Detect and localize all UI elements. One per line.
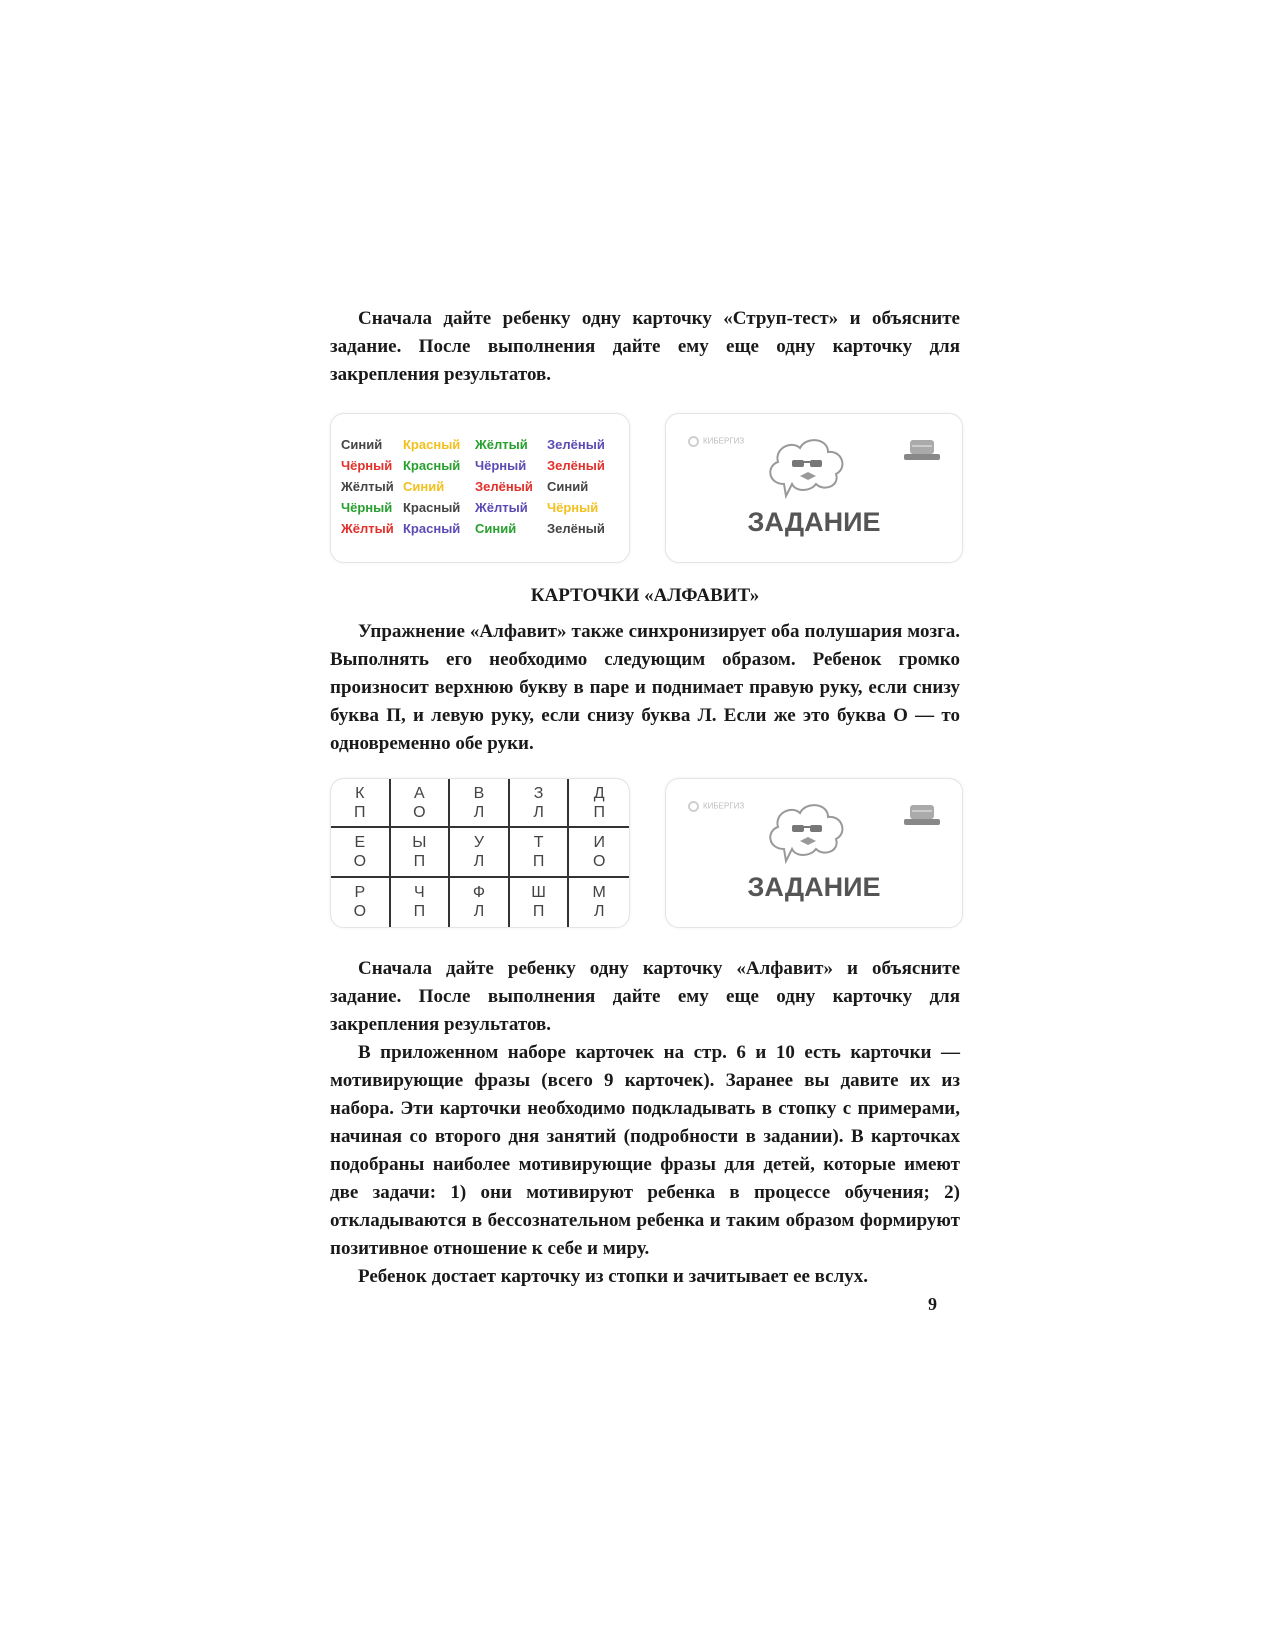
letter-bottom: Л — [473, 903, 485, 921]
brand-logo-icon — [688, 801, 699, 812]
outro-paragraph-2: В приложенном наборе карточек на стр. 6 и 10 есть карточки — мотивирующие фразы (всего 9 карточек). Заранее вы давите их из набора. Эти карточки необходимо подкладывать в стопку с примерами, начиная со второго дня занятий (подробности в задании). В карточках подобраны наиболее мотивирующие фразы для детей, которые имеют две задачи: 1) они мотивируют ребенка в процессе обучения; 2) откладываются в бессознательном ребенка и таким образом формируют позитивное отношение к себе и миру. — [330, 1042, 960, 1259]
letter-bottom: Л — [593, 903, 605, 921]
section-heading: КАРТОЧКИ «АЛФАВИТ» — [530, 585, 760, 606]
letter-bottom: П — [593, 803, 605, 821]
letter-top: И — [593, 833, 605, 851]
stroop-word: Красный — [403, 500, 461, 515]
stroop-card — [330, 413, 630, 563]
alphabet-cards-row — [330, 778, 960, 933]
task-card-label: ЗАДАНИЕ — [747, 872, 881, 902]
letter-top: Р — [354, 884, 366, 902]
outro-paragraph-3: Ребенок достает карточку из стопки и зачитывает ее вслух. — [358, 1266, 869, 1287]
letter-pair-cell — [331, 779, 391, 828]
stroop-word: Красный — [403, 521, 461, 536]
letter-pair-cell — [450, 779, 510, 828]
stroop-word: Синий — [547, 479, 589, 494]
letter-pair-cell — [569, 878, 629, 927]
stroop-word-grid — [341, 436, 621, 538]
stroop-word: Синий — [475, 521, 517, 536]
letter-pair-cell — [510, 878, 570, 927]
letter-pair-cell — [450, 878, 510, 927]
letter-pair-cell — [391, 828, 451, 877]
stroop-word: Синий — [341, 437, 383, 452]
brand-logo-icon — [688, 436, 699, 447]
letter-top: А — [414, 784, 425, 802]
intro-paragraph: Сначала дайте ребенку одну карточку «Струп-тест» и объясните задание. После выполнения дайте ему еще одну карточку для закрепления результатов. — [330, 308, 960, 385]
stroop-word: Жёлтый — [341, 521, 394, 536]
outro-paragraph-1: Сначала дайте ребенку одну карточку «Алфавит» и объясните задание. После выполнения дайте ему еще одну карточку для закрепления результатов. — [330, 958, 960, 1035]
letter-bottom: П — [413, 852, 426, 870]
letter-top: З — [533, 784, 544, 802]
letter-bottom: О — [353, 903, 367, 921]
alphabet-letter-grid — [331, 779, 629, 927]
letter-pair-cell — [450, 828, 510, 877]
brand-logo — [688, 436, 744, 447]
stroop-cards-row — [330, 413, 960, 568]
letter-top: Д — [593, 784, 605, 802]
brand-name: КИБЕРГИЗ — [703, 801, 745, 811]
letter-top: Е — [354, 833, 366, 851]
page-number: 9 — [928, 1294, 937, 1314]
letter-top: М — [592, 884, 606, 902]
task-card-2 — [665, 778, 963, 928]
letter-pair-cell — [569, 828, 629, 877]
letter-top: Ч — [414, 884, 425, 902]
letter-top: У — [473, 833, 485, 851]
letter-bottom: Л — [473, 803, 485, 821]
letter-top: Т — [533, 833, 544, 851]
stroop-word: Жёлтый — [341, 479, 394, 494]
letter-bottom: П — [354, 803, 366, 821]
stroop-word: Чёрный — [341, 458, 393, 473]
letter-top: Ы — [412, 833, 427, 851]
letter-top: Ф — [472, 884, 486, 902]
stroop-word: Чёрный — [475, 458, 527, 473]
letter-bottom: О — [592, 852, 606, 870]
stroop-word: Чёрный — [547, 500, 599, 515]
letter-pair-cell — [331, 828, 391, 877]
brand-name: КИБЕРГИЗ — [703, 436, 745, 446]
letter-bottom: П — [532, 903, 545, 921]
alphabet-paragraph: Упражнение «Алфавит» также синхронизирует оба полушария мозга. Выполнять его необходимо следующим образом. Ребенок громко произносит верхнюю букву в паре и поднимает правую руку, если снизу буква П, и левую руку, если снизу буква Л. Если же это буква О — то одновременно обе руки. — [330, 621, 960, 754]
letter-pair-cell — [510, 779, 570, 828]
letter-pair-cell — [391, 779, 451, 828]
letter-bottom: П — [413, 903, 426, 921]
mascot-cloud-icon — [762, 797, 854, 869]
letter-bottom: О — [413, 803, 426, 821]
letter-pair-cell — [391, 878, 451, 927]
letter-bottom: Л — [473, 852, 485, 870]
task-card-label: ЗАДАНИЕ — [747, 507, 881, 537]
letter-pair-cell — [569, 779, 629, 828]
stroop-word: Зелёный — [547, 521, 605, 536]
mascot-cloud-icon — [762, 432, 854, 504]
letter-top: К — [355, 784, 365, 802]
stroop-word: Жёлтый — [475, 437, 528, 452]
task-card — [665, 413, 963, 563]
letter-top: В — [473, 784, 485, 802]
stroop-word: Красный — [403, 458, 461, 473]
graduation-hat-icon — [902, 801, 942, 831]
alphabet-card — [330, 778, 630, 928]
stroop-word: Чёрный — [341, 500, 393, 515]
letter-bottom: О — [353, 852, 367, 870]
letter-pair-cell — [331, 878, 391, 927]
letter-pair-cell — [510, 828, 570, 877]
stroop-word: Красный — [403, 437, 461, 452]
letter-top: Ш — [531, 884, 546, 902]
stroop-word: Зелёный — [547, 458, 605, 473]
stroop-word: Жёлтый — [475, 500, 528, 515]
brand-logo — [688, 801, 744, 812]
letter-bottom: Л — [533, 803, 544, 821]
letter-bottom: П — [532, 852, 545, 870]
page-content — [330, 305, 960, 1291]
stroop-word: Зелёный — [475, 479, 533, 494]
stroop-word: Синий — [403, 479, 445, 494]
graduation-hat-icon — [902, 436, 942, 466]
stroop-word: Зелёный — [547, 437, 605, 452]
